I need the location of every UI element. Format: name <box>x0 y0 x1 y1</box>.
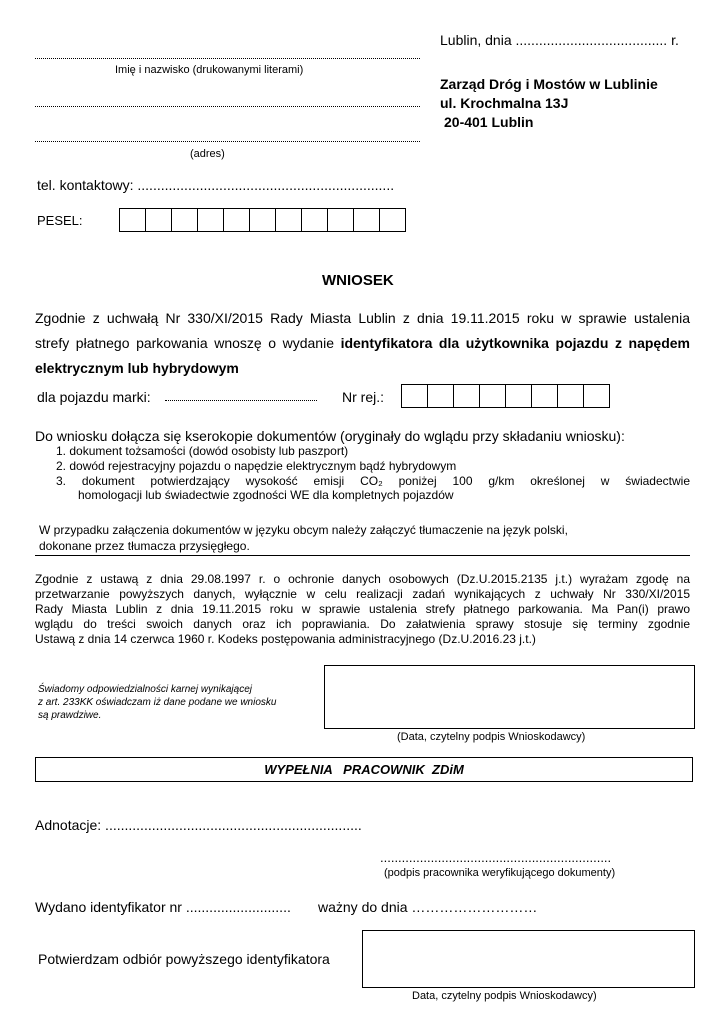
notes-field[interactable]: Adnotacje: .................................................................. <box>35 817 362 833</box>
section-divider <box>35 555 690 556</box>
pesel-label: PESEL: <box>37 213 83 228</box>
receipt-caption: Data, czytelny podpis Wnioskodawcy) <box>412 990 597 1002</box>
rodo-line: Rady Miasta Lublin z dnia 19.11.2015 roku w sprawie ustalenia strefy płatnego parkowania. Ma Pan(i) prawo <box>35 602 690 616</box>
reg-box[interactable] <box>480 385 506 407</box>
pesel-box[interactable] <box>198 209 224 231</box>
pesel-box[interactable] <box>224 209 250 231</box>
verifier-caption: (podpis pracownika weryfikującego dokumenty) <box>384 867 616 879</box>
applicant-signature-box[interactable] <box>324 665 695 729</box>
declaration-line: są prawdziwe. <box>38 710 102 721</box>
reg-label: Nr rej.: <box>342 389 384 405</box>
pesel-box[interactable] <box>120 209 146 231</box>
foreign-docs-line-1: W przypadku załączenia dokumentów w języku obcym należy załączyć tłumaczenie na język polski, <box>39 523 568 537</box>
attachments-heading: Do wniosku dołącza się kserokopie dokumentów (oryginały do wglądu przy składaniu wniosku): <box>35 428 625 444</box>
rodo-line: Ustawą z dnia 14 czerwca 1960 r. Kodeks postępowania administracyjnego (Dz.U.2016.23 j.t.) <box>35 632 536 646</box>
pesel-box[interactable] <box>146 209 172 231</box>
reg-box[interactable] <box>454 385 480 407</box>
reg-box[interactable] <box>532 385 558 407</box>
declaration-line: Świadomy odpowiedzialności karnej wynikającej <box>38 684 252 695</box>
pesel-box[interactable] <box>354 209 380 231</box>
name-line[interactable] <box>35 58 420 59</box>
pesel-box[interactable] <box>276 209 302 231</box>
make-field[interactable] <box>165 400 317 401</box>
address-line-2[interactable] <box>35 141 420 142</box>
document-title: WNIOSEK <box>322 272 394 289</box>
declaration-line: z art. 233KK oświadczam iż dane podane we wniosku <box>38 697 277 708</box>
reg-box[interactable] <box>402 385 428 407</box>
staff-section-title: WYPEŁNIA PRACOWNIK ZDiM <box>264 762 464 777</box>
make-label: dla pojazdu marki: <box>37 389 151 405</box>
valid-until-field[interactable]: ważny do dnia ……………………… <box>318 899 538 915</box>
rodo-line: przetwarzanie powyższych danych, wyłącznie w celu realizacji zadań wynikających z uchwały Nr 330/XI/2015 <box>35 587 690 601</box>
phone-field[interactable]: tel. kontaktowy: .................................................................. <box>37 177 395 193</box>
attachment-item: 2. dowód rejestracyjny pojazdu o napędzie elektrycznym bądź hybrydowym <box>56 459 457 473</box>
reg-box[interactable] <box>506 385 532 407</box>
intro-line-2 <box>35 335 690 351</box>
pesel-box[interactable] <box>380 209 405 231</box>
reg-box[interactable] <box>558 385 584 407</box>
address-line-1[interactable] <box>35 106 420 107</box>
attachment-item: 1. dokument tożsamości (dowód osobisty lub paszport) <box>56 444 349 458</box>
name-caption: Imię i nazwisko (drukowanymi literami) <box>115 64 304 76</box>
intro-line-2-bold: identyfikatora dla użytkownika pojazdu z napędem <box>340 335 690 351</box>
recipient-line-1: Zarząd Dróg i Mostów w Lublinie <box>440 76 658 92</box>
intro-line-1: Zgodnie z uchwałą Nr 330/XI/2015 Rady Miasta Lublin z dnia 19.11.2015 roku w sprawie ustalenia <box>35 310 690 326</box>
receipt-signature-box[interactable] <box>362 930 695 988</box>
reg-box[interactable] <box>428 385 454 407</box>
date-field[interactable]: Lublin, dnia ....................................... r. <box>440 32 679 48</box>
verifier-signature-line[interactable]: ................................................................ <box>380 850 612 865</box>
recipient-line-2: ul. Krochmalna 13J <box>440 95 569 111</box>
pesel-box[interactable] <box>172 209 198 231</box>
attachment-item-continued: homologacji lub świadectwie zgodności WE dla kompletnych pojazdów <box>78 488 454 502</box>
pesel-box[interactable] <box>302 209 328 231</box>
pesel-boxes[interactable] <box>119 208 406 232</box>
applicant-signature-caption: (Data, czytelny podpis Wnioskodawcy) <box>397 731 586 743</box>
intro-line-2-plain: strefy płatnego parkowania wnoszę o wydanie <box>35 335 341 351</box>
rodo-line: wglądu do treści swoich danych oraz ich poprawiania. Do załatwienia sprawy stosuje się terminy zgodnie <box>35 617 690 631</box>
pesel-box[interactable] <box>328 209 354 231</box>
attachment-item: 3. dokument potwierdzający wysokość emisji CO₂ poniżej 100 g/km określonej w świadectwie <box>56 474 690 488</box>
rodo-line: Zgodnie z ustawą z dnia 29.08.1997 r. o ochronie danych osobowych (Dz.U.2015.2135 j.t.) wyrażam zgodę na <box>35 572 690 586</box>
foreign-docs-line-2: dokonane przez tłumacza przysięgłego. <box>39 539 250 553</box>
address-caption: (adres) <box>190 148 225 160</box>
recipient-line-3: 20-401 Lublin <box>444 114 534 130</box>
staff-section-header <box>35 757 693 782</box>
receipt-label: Potwierdzam odbiór powyższego identyfikatora <box>38 951 330 967</box>
reg-box[interactable] <box>584 385 609 407</box>
issued-id-field[interactable]: Wydano identyfikator nr ........................... <box>35 899 291 915</box>
reg-boxes[interactable] <box>401 384 610 408</box>
intro-line-3: elektrycznym lub hybrydowym <box>35 360 239 376</box>
pesel-box[interactable] <box>250 209 276 231</box>
